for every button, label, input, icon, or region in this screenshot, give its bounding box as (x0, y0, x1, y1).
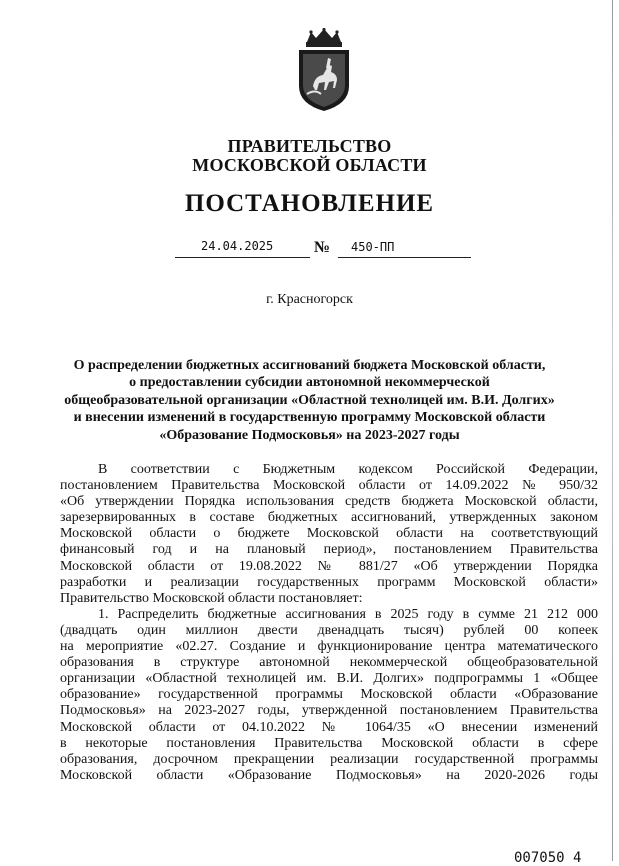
moscow-oblast-coat-of-arms-icon (293, 28, 355, 112)
number-sign: № (314, 239, 331, 256)
city-line: г. Красногорск (266, 292, 353, 307)
body-line: 1. Распределить бюджетные ассигнования в 2025 году в сумме 21 212 000 (98, 606, 598, 622)
doc-body (60, 462, 598, 784)
government-line-1: ПРАВИТЕЛЬСТВО (227, 136, 392, 156)
doc-number: 450-ПП (351, 240, 395, 254)
title-line: о предоставлении субсидии автономной некоммерческой (129, 375, 490, 391)
body-line: разработки и реализации государственных программ Московской области» (60, 574, 598, 590)
body-line: образование» государственной программы Московской области «Образование (60, 687, 598, 703)
body-line: Московской области «Образование Подмосковья» на 2020-2026 годы (60, 767, 598, 783)
corner-serial-number: 007050 4 (514, 850, 582, 866)
body-line: Московской области от 19.08.2022 № 881/27 «Об утверждении Порядка (60, 558, 598, 574)
body-line: Московской области о бюджете Московской области на соответствующий (60, 526, 598, 542)
number-underline (338, 257, 471, 258)
title-line: О распределении бюджетных ассигнований бюджета Московской области, (73, 358, 546, 373)
doc-type-heading: ПОСТАНОВЛЕНИЕ (184, 190, 435, 217)
body-line: постановлением Правительства Московской области от 14.09.2022 № 950/32 (60, 478, 598, 494)
body-line: В соответствии с Бюджетным кодексом Российской Федерации, (98, 462, 598, 477)
government-title (0, 137, 619, 175)
body-line: образования в структуре автономной некоммерческой общеобразовательной (60, 655, 598, 671)
title-line: общеобразовательной организации «Областной технолицей им. В.И. Долгих» (64, 392, 555, 408)
doc-date: 24.04.2025 (201, 239, 274, 253)
body-line: (двадцать один миллион двести двенадцать тысяч) рублей 00 копеек (60, 622, 598, 638)
body-line: зарезервированных в составе бюджетных ассигнований, утвержденных законом (60, 510, 598, 526)
government-line-2: МОСКОВСКОЙ ОБЛАСТИ (192, 155, 427, 175)
doc-meta (175, 237, 475, 261)
body-line: на мероприятие «02.27. Создание и функционирование центра математического (60, 639, 598, 655)
body-line: Московской области от 04.10.2022 № 1064/35 «О внесении изменений (60, 719, 598, 735)
body-line: «Об утверждении Порядка использования средств бюджета Московской области, (60, 494, 598, 510)
body-line: Подмосковья» на 2023-2027 годы, утвержденной постановлением Правительства (60, 703, 598, 719)
body-line: в некоторые постановления Правительства Московской области в сфере (60, 735, 598, 751)
body-line: организации «Областной технолицей им. В.И. Долгих» подпрограммы 1 «Общее (60, 671, 598, 687)
title-line: и внесении изменений в государственную программу Московской области (73, 410, 546, 426)
title-line: «Образование Подмосковья» на 2023-2027 годы (159, 427, 460, 443)
body-line: финансовый год и на плановый период», постановлением Правительства (60, 542, 598, 558)
body-line: Правительство Московской области постановляет: (60, 590, 363, 606)
date-underline (175, 257, 310, 258)
body-line: образования, досрочном прекращении реализации государственной программы (60, 751, 598, 767)
doc-title (0, 357, 619, 444)
